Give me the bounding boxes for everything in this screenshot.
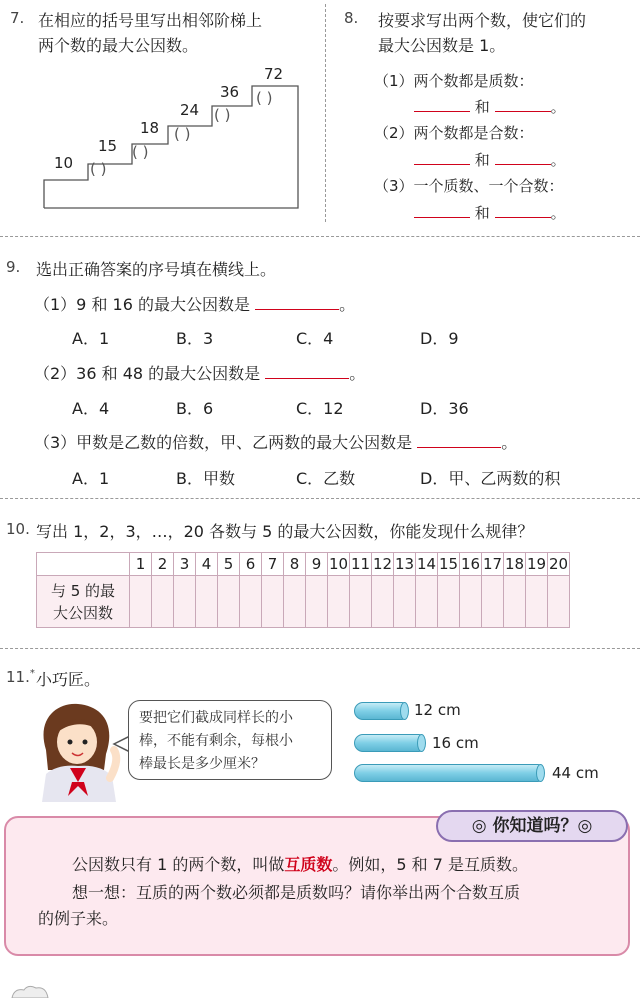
q9-part1-option-a[interactable]: A．1 xyxy=(72,329,110,348)
coprime-term: 互质数 xyxy=(284,855,333,874)
answer-cell[interactable] xyxy=(262,576,284,628)
header-cell: 8 xyxy=(284,553,306,576)
header-cell: 5 xyxy=(218,553,240,576)
header-cell: 2 xyxy=(152,553,174,576)
q9-part3-option-a[interactable]: A．1 xyxy=(72,469,110,488)
q7-text-line1: 在相应的括号里写出相邻阶梯上 xyxy=(38,11,263,30)
cloud-icon xyxy=(10,984,50,998)
table-header-row xyxy=(37,553,570,576)
header-cell: 10 xyxy=(328,553,350,576)
q8-number: 8. xyxy=(344,9,359,27)
answer-cell[interactable] xyxy=(504,576,526,628)
header-cell: 7 xyxy=(262,553,284,576)
section-divider xyxy=(0,498,640,499)
q9-part2-stem: （2）36 和 48 的最大公因数是 。 xyxy=(34,364,366,383)
header-cell: 20 xyxy=(548,553,570,576)
and-word: 和 xyxy=(474,151,490,169)
header-cell: 4 xyxy=(196,553,218,576)
stick-44cm-label: 44 cm xyxy=(552,764,599,782)
bubble-line3: 棒最长是多少厘米？ xyxy=(139,756,265,772)
did-you-know-tag: ◎ 你知道吗？◎ xyxy=(436,810,628,842)
answer-cell[interactable] xyxy=(416,576,438,628)
q10-number: 10. xyxy=(6,520,30,538)
q7-text-line2: 两个数的最大公因数。 xyxy=(38,36,199,55)
and-word: 和 xyxy=(474,204,490,222)
q8-text-line1: 按要求写出两个数，使它们的 xyxy=(378,11,587,30)
header-cell: 1 xyxy=(130,553,152,576)
answer-cell[interactable] xyxy=(306,576,328,628)
table-answer-row xyxy=(37,576,570,628)
q8-item-1-answer xyxy=(414,96,566,117)
answer-cell[interactable] xyxy=(394,576,416,628)
header-cell: 17 xyxy=(482,553,504,576)
q9-blank-3[interactable] xyxy=(417,447,501,448)
q9-number: 9. xyxy=(6,258,21,276)
table-corner-cell xyxy=(37,553,130,576)
q9-title: 选出正确答案的序号填在横线上。 xyxy=(36,260,277,279)
answer-cell[interactable] xyxy=(240,576,262,628)
q9-part1-stem: （1）9 和 16 的最大公因数是 。 xyxy=(34,295,356,314)
stick-12cm xyxy=(354,702,406,720)
blank-3a[interactable] xyxy=(414,217,470,218)
step-label-72: 72 xyxy=(264,65,284,83)
answer-cell[interactable] xyxy=(350,576,372,628)
q9-part3-option-c[interactable]: C．乙数 xyxy=(296,469,356,488)
header-cell: 13 xyxy=(394,553,416,576)
q8-item-1-label: （1）两个数都是质数： xyxy=(374,72,534,90)
q8-text-line2: 最大公因数是 1。 xyxy=(378,36,506,55)
answer-cell[interactable] xyxy=(218,576,240,628)
q9-part2-option-b[interactable]: B．6 xyxy=(176,399,214,418)
speech-bubble xyxy=(128,700,332,780)
row-label-cell xyxy=(37,576,130,628)
step-label-18: 18 xyxy=(140,119,160,137)
header-cell: 16 xyxy=(460,553,482,576)
know-paragraph-2-line1: 想一想：互质的两个数必须都是质数吗？请你举出两个合数互质 xyxy=(72,883,521,902)
stick-16cm-label: 16 cm xyxy=(432,734,479,752)
header-cell: 18 xyxy=(504,553,526,576)
q9-part1-option-d[interactable]: D．9 xyxy=(420,329,459,348)
step-label-36: 36 xyxy=(220,83,240,101)
header-cell: 6 xyxy=(240,553,262,576)
answer-paren-1[interactable]: ( ) xyxy=(90,160,107,178)
gcd-table xyxy=(36,552,570,628)
header-cell: 19 xyxy=(526,553,548,576)
answer-paren-5[interactable]: ( ) xyxy=(256,89,273,107)
stick-16cm xyxy=(354,734,423,752)
answer-paren-4[interactable]: ( ) xyxy=(214,106,231,124)
answer-cell[interactable] xyxy=(460,576,482,628)
step-label-15: 15 xyxy=(98,137,118,155)
blank-2b[interactable] xyxy=(495,164,551,165)
answer-cell[interactable] xyxy=(196,576,218,628)
header-cell: 14 xyxy=(416,553,438,576)
blank-1a[interactable] xyxy=(414,111,470,112)
step-label-10: 10 xyxy=(54,154,74,172)
header-cell: 9 xyxy=(306,553,328,576)
answer-cell[interactable] xyxy=(152,576,174,628)
q9-blank-1[interactable] xyxy=(255,309,339,310)
and-word: 和 xyxy=(474,98,490,116)
answer-cell[interactable] xyxy=(130,576,152,628)
blank-1b[interactable] xyxy=(495,111,551,112)
q9-part3-stem: （3）甲数是乙数的倍数，甲、乙两数的最大公因数是 。 xyxy=(34,433,518,452)
q9-part1-option-b[interactable]: B．3 xyxy=(176,329,214,348)
answer-paren-3[interactable]: ( ) xyxy=(174,125,191,143)
q8-item-3-answer xyxy=(414,202,566,223)
q11-number: 11.* xyxy=(6,668,35,686)
answer-cell[interactable] xyxy=(438,576,460,628)
blank-2a[interactable] xyxy=(414,164,470,165)
bubble-line1: 要把它们截成同样长的小 xyxy=(139,710,293,726)
answer-paren-2[interactable]: ( ) xyxy=(132,143,149,161)
know-paragraph-2-line2: 的例子来。 xyxy=(38,909,119,928)
answer-cell[interactable] xyxy=(482,576,504,628)
answer-cell[interactable] xyxy=(372,576,394,628)
row-label-line2: 大公因数 xyxy=(52,603,113,622)
answer-cell[interactable] xyxy=(174,576,196,628)
q9-part2-option-c[interactable]: C．12 xyxy=(296,399,344,418)
section-divider xyxy=(0,236,640,237)
know-paragraph-1: 公因数只有 1 的两个数，叫做互质数。例如，5 和 7 是互质数。 xyxy=(72,855,528,874)
row-label-line1: 与 5 的最 xyxy=(50,581,116,600)
answer-cell[interactable] xyxy=(284,576,306,628)
girl-illustration xyxy=(28,698,124,802)
blank-3b[interactable] xyxy=(495,217,551,218)
period: 。 xyxy=(550,204,566,222)
column-divider xyxy=(325,4,326,222)
q8-item-2-answer xyxy=(414,149,566,170)
q8-item-2-label: （2）两个数都是合数： xyxy=(374,124,534,142)
q9-part2-option-d[interactable]: D．36 xyxy=(420,399,469,418)
header-cell: 3 xyxy=(174,553,196,576)
bubble-line2: 棒，不能有剩余，每根小 xyxy=(139,733,293,749)
header-cell: 11 xyxy=(350,553,372,576)
q9-part3-option-d[interactable]: D．甲、乙两数的积 xyxy=(420,469,561,488)
header-cell: 15 xyxy=(438,553,460,576)
answer-cell[interactable] xyxy=(548,576,570,628)
q10-title: 写出 1，2，3，…，20 各数与 5 的最大公因数，你能发现什么规律？ xyxy=(36,522,534,541)
answer-cell[interactable] xyxy=(526,576,548,628)
q9-blank-2[interactable] xyxy=(265,378,349,379)
q9-part2-option-a[interactable]: A．4 xyxy=(72,399,110,418)
period: 。 xyxy=(550,98,566,116)
answer-cell[interactable] xyxy=(328,576,350,628)
period: 。 xyxy=(550,151,566,169)
q7-number: 7. xyxy=(10,9,25,27)
section-divider xyxy=(0,648,640,649)
q8-item-3-label: （3）一个质数、一个合数： xyxy=(374,177,564,195)
stick-12cm-label: 12 cm xyxy=(414,701,461,719)
step-label-24: 24 xyxy=(180,101,200,119)
q9-part1-option-c[interactable]: C．4 xyxy=(296,329,334,348)
header-cell: 12 xyxy=(372,553,394,576)
stick-44cm xyxy=(354,764,542,782)
q9-part3-option-b[interactable]: B．甲数 xyxy=(176,469,235,488)
q11-title: 小巧匠。 xyxy=(36,670,101,689)
